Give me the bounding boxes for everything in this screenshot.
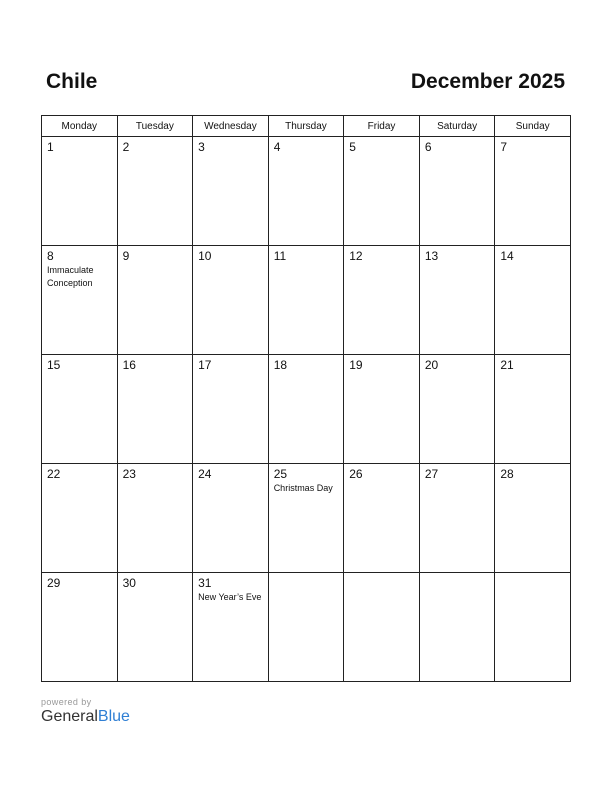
day-cell — [268, 246, 344, 355]
day-cell — [42, 246, 118, 355]
weekday-header: Sunday — [495, 116, 571, 137]
weekday-header: Monday — [42, 116, 118, 137]
day-cell — [117, 355, 193, 464]
day-number: 25 — [273, 467, 288, 481]
weekday-header-row — [42, 116, 571, 137]
powered-by-text: powered by — [41, 697, 92, 707]
weekday-header: Thursday — [268, 116, 344, 137]
day-number: 31 — [198, 576, 212, 590]
day-number: 30 — [122, 576, 136, 590]
day-number: 12 — [349, 249, 363, 263]
day-number: 5 — [349, 140, 356, 154]
footer-branding — [41, 697, 130, 726]
country-title: Chile — [46, 70, 98, 93]
weekday-header: Saturday — [419, 116, 495, 137]
day-number: 24 — [198, 467, 212, 481]
day-number: 26 — [349, 467, 363, 481]
day-number: 14 — [500, 249, 514, 263]
weekday-header: Wednesday — [193, 116, 269, 137]
day-number: 2 — [122, 140, 130, 154]
weekday-header: Friday — [344, 116, 420, 137]
month-title: December 2025 — [410, 70, 565, 93]
day-number: 29 — [47, 576, 61, 590]
day-number: 27 — [424, 467, 439, 481]
day-cell — [42, 137, 118, 246]
day-cell — [344, 137, 420, 246]
calendar-grid — [41, 115, 571, 682]
day-number: 1 — [47, 140, 54, 154]
weekday-header: Tuesday — [117, 116, 193, 137]
day-cell — [419, 464, 495, 573]
day-number: 22 — [47, 467, 61, 481]
day-cell — [193, 246, 269, 355]
day-number: 20 — [424, 358, 439, 372]
day-cell — [268, 137, 344, 246]
day-cell — [117, 464, 193, 573]
day-number: 15 — [47, 358, 61, 372]
day-cell — [419, 246, 495, 355]
day-number: 28 — [500, 467, 514, 481]
day-cell — [42, 355, 118, 464]
day-cell — [419, 137, 495, 246]
day-number: 23 — [122, 467, 136, 481]
day-cell — [495, 246, 571, 355]
day-cell — [344, 464, 420, 573]
logo-general-text: General — [41, 708, 98, 725]
day-number: 8 — [47, 249, 54, 263]
day-cell — [117, 573, 193, 682]
day-number: 17 — [198, 358, 212, 372]
day-cell — [268, 355, 344, 464]
day-number: 6 — [424, 140, 432, 154]
day-cell — [495, 573, 571, 682]
day-number: 11 — [273, 249, 287, 263]
holiday-label: Christmas Day — [273, 483, 333, 493]
day-cell — [344, 246, 420, 355]
week-row — [42, 355, 571, 464]
day-cell — [419, 355, 495, 464]
day-cell — [268, 464, 344, 573]
day-cell — [495, 137, 571, 246]
day-cell — [117, 137, 193, 246]
day-number: 3 — [198, 140, 205, 154]
day-cell — [193, 464, 269, 573]
day-cell — [495, 355, 571, 464]
week-row — [42, 137, 571, 246]
day-cell — [344, 573, 420, 682]
day-cell — [193, 137, 269, 246]
day-cell — [193, 355, 269, 464]
day-number: 16 — [122, 358, 136, 372]
day-number: 13 — [424, 249, 439, 263]
day-cell — [42, 464, 118, 573]
day-number: 18 — [273, 358, 288, 372]
holiday-label: New Year’s Eve — [198, 592, 262, 602]
day-number: 10 — [198, 249, 212, 263]
day-cell — [495, 464, 571, 573]
holiday-label: Immaculate Conception — [47, 265, 94, 288]
day-number: 9 — [122, 249, 130, 263]
day-cell — [193, 573, 269, 682]
generalblue-logo — [41, 708, 130, 726]
week-row — [42, 573, 571, 682]
logo-blue-text: Blue — [97, 708, 130, 725]
day-number: 19 — [349, 358, 363, 372]
day-cell — [117, 246, 193, 355]
week-row — [42, 246, 571, 355]
week-row — [42, 464, 571, 573]
day-cell — [268, 573, 344, 682]
day-number: 21 — [500, 358, 514, 372]
day-cell — [419, 573, 495, 682]
day-number: 7 — [500, 140, 508, 154]
day-cell — [344, 355, 420, 464]
day-cell — [42, 573, 118, 682]
day-number: 4 — [273, 140, 281, 154]
